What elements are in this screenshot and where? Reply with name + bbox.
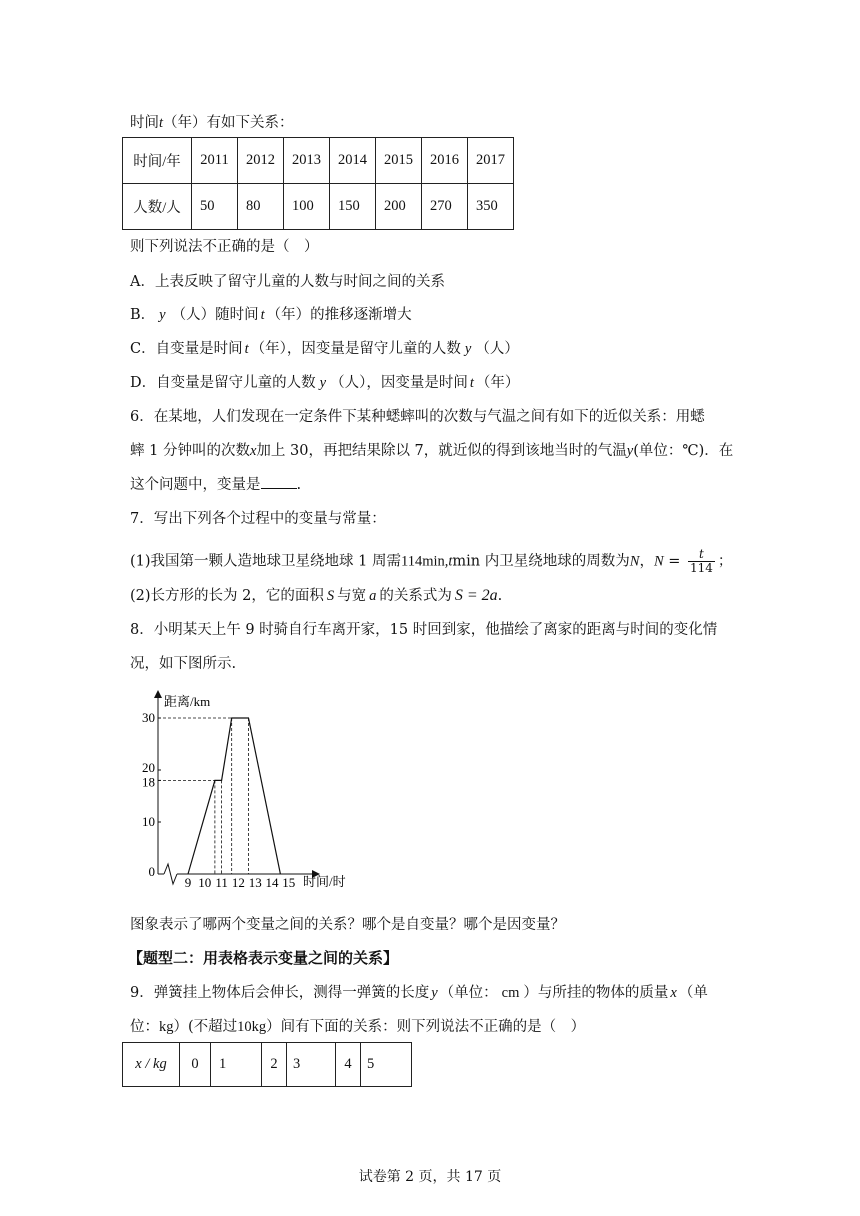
q7-part2 [130,586,502,606]
table-cell-count: 200 [376,184,422,230]
q9-unit: kg [159,1019,174,1035]
q7-text: ； [717,553,733,570]
option-text: （人），因变量是时间 [330,375,468,391]
option-var: y [159,307,166,323]
x-tick-label: 15 [282,875,296,890]
option-var: y [319,375,327,391]
table-cell-year: 2012 [238,138,284,184]
q9-text: ）间有下面的关系：则下列说法不正确的是（ ） [266,1019,586,1035]
q7-var: t [448,553,453,570]
q7-text: . [497,588,503,604]
table-row [123,1043,412,1087]
y-tick-label: 0 [148,864,155,879]
option-b [130,305,412,325]
q6-text: . [296,477,302,493]
q6-text: (单位：℃)．在 [633,443,734,459]
table-cell-count: 100 [284,184,330,230]
option-var: t [244,341,249,357]
q7-part1 [130,548,732,575]
chart-series [188,718,280,874]
fraction [688,548,715,575]
q5-intro [130,113,294,133]
q5-intro-post: （年）有如下关系： [163,115,294,131]
table-cell-mass: 2 [262,1043,287,1087]
fraction-numerator: t [688,548,715,562]
q9-text: （单 [678,985,708,1001]
q6-line2 [130,441,733,461]
q9-text: （单位： [439,985,498,1001]
option-letter: D． [130,375,157,391]
table-cell-year: 2016 [422,138,468,184]
q7-var: N [629,553,640,570]
option-letter: C． [130,341,156,357]
distance-time-chart [140,688,370,893]
q6-text: 加上 30，再把结果除以 7，就近似的得到该地当时的气温 [256,443,627,459]
chart-axes [158,694,316,884]
q7-text: = [663,553,685,570]
option-var: t [469,375,474,391]
page-footer: 试卷第 2 页，共 17 页 [358,1169,502,1185]
x-tick-label: 9 [184,875,192,890]
q6-line3 [130,474,301,495]
table-header-cell: 时间/年 [123,138,192,184]
q6-var: y [626,443,634,459]
table-cell-year: 2011 [192,138,238,184]
option-var: y [464,341,472,357]
table-cell-mass: 1 [211,1043,262,1087]
q7-var: S [326,588,335,604]
q6-text: 蟀 1 分钟叫的次数 [130,443,250,459]
option-text: 上表反映了留守儿童的人数与时间之间的关系 [154,274,445,290]
q8-line1: 8．小明某天上午 9 时骑自行车离开家，15 时回到家，他描绘了离家的距离与时间的变化情 [130,622,718,638]
chart-guides [158,718,248,874]
table-cell-count: 350 [468,184,514,230]
x-axis-label: 时间/时 [303,874,346,889]
table-cell-count: 80 [238,184,284,230]
table-cell-count: 50 [192,184,238,230]
q7-var: N [653,553,664,570]
option-var: t [260,307,265,323]
table-spring [122,1042,412,1087]
table-header-cell: 人数/人 [123,184,192,230]
option-text: （年），因变量是留守儿童的人数 [250,341,461,357]
table-cell-mass: 5 [361,1043,412,1087]
table-cell-mass: 0 [180,1043,211,1087]
q5-intro-pre: 时间 [130,115,159,131]
y-axis-label: 距离/km [164,694,211,709]
option-d [130,373,519,393]
q7-text: min 内卫星绕地球的周数为 [452,553,630,570]
y-tick-label: 30 [142,710,155,725]
q7-text: (1)我国第一颗人造地球卫星绕地球 1 周需 [130,553,401,570]
q9-text: 位： [130,1019,159,1035]
option-letter: B． [130,307,156,323]
q9-text: ）与所挂的物体的质量 [523,985,669,1001]
option-text: （年）的推移逐渐增大 [266,307,412,323]
table-cell-mass: 3 [287,1043,336,1087]
option-text: （人） [475,341,519,357]
option-letter: A． [130,274,155,290]
option-c [130,339,519,359]
option-a [130,272,445,292]
q7-text: (2)长方形的长为 2，它的面积 [130,588,324,604]
q9-text: 9．弹簧挂上物体后会伸长，测得一弹簧的长度 [130,985,430,1001]
q9-line1 [130,983,708,1003]
table-row [123,138,514,184]
answer-blank [261,474,297,489]
section-header: 【题型二：用表格表示变量之间的关系】 [128,949,399,967]
chart-ticks [142,710,295,890]
y-tick-label: 18 [142,774,155,790]
q7-title: 7．写出下列各个过程中的变量与常量： [130,511,386,527]
table-row [123,184,514,230]
table-cell-year: 2014 [330,138,376,184]
q9-limit: 10kg [237,1019,267,1035]
x-axis-break [164,864,177,884]
y-tick-label: 20 [142,760,155,775]
q8-line2: 况，如下图所示. [130,656,237,672]
table-cell-year: 2017 [468,138,514,184]
q7-text: 的关系式为 [379,588,452,604]
q5-intro-var: t [159,115,164,131]
q7-text: 与宽 [337,588,367,604]
q6-text: 这个问题中，变量是 [130,477,261,493]
x-tick-label: 14 [265,875,279,890]
fraction-denominator: 114 [689,561,713,575]
table-cell-count: 150 [330,184,376,230]
series-line [188,718,280,874]
x-tick-label: 11 [215,875,228,890]
q9-unit: cm [501,985,520,1001]
option-text: （人）随时间 [171,307,259,323]
q9-var: x [670,985,677,1001]
q7-equation: S = 2a [454,587,498,604]
q7-text: ， [639,553,654,570]
q7-text: 114min, [400,553,449,570]
table-cell-year: 2013 [284,138,330,184]
q9-line2 [130,1017,585,1037]
table-cell-count: 270 [422,184,468,230]
x-tick-label: 13 [248,875,262,890]
table-cell-mass: 4 [336,1043,361,1087]
x-tick-label: 10 [198,875,212,890]
table-population [122,137,514,230]
option-text: 自变量是留守儿童的人数 [156,375,316,391]
q7-var: a [369,588,377,604]
q6-var: x [249,443,257,459]
q5-question: 则下列说法不正确的是（ ） [130,239,319,255]
option-text: 自变量是时间 [155,341,243,357]
option-text: （年） [475,375,520,391]
table-cell-year: 2015 [376,138,422,184]
y-tick-label: 10 [142,814,155,829]
q6-line1: 6．在某地，人们发现在一定条件下某种蟋蟀叫的次数与气温之间有如下的近似关系：用蟋 [130,409,705,425]
q8-question: 图象表示了哪两个变量之间的关系？哪个是自变量？哪个是因变量？ [130,917,565,933]
x-tick-label: 12 [231,875,245,890]
q9-text: ）(不超过 [173,1019,238,1035]
q9-var: y [431,985,438,1001]
table-header-cell: x / kg [123,1043,180,1087]
